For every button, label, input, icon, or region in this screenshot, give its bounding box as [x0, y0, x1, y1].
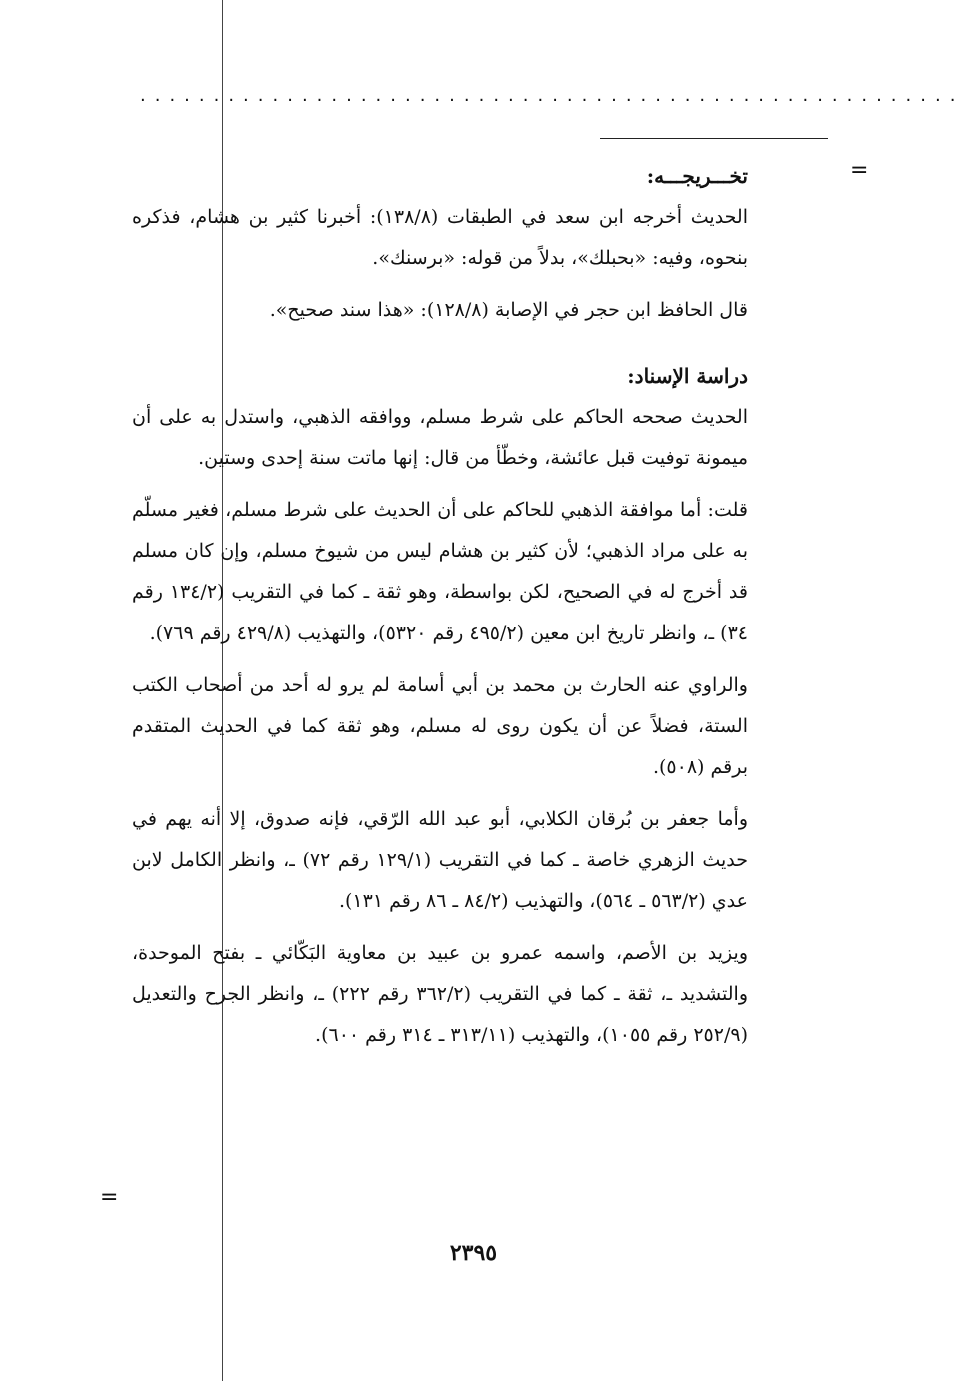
dotted-separator: ........................................................	[140, 85, 964, 106]
dirasa-paragraph-5: ويزيد بن الأصم، واسمه عمرو بن عبيد بن معاوية البَكّائي ـ بفتح الموحدة، والتشديد ـ، ثقة ـ كما في التقريب (٣٦٢/٢ رقم ٢٢٢) ـ، وانظر الجرح والتعديل (٢٥٢/٩ رقم ١٠٥٥)، والتهذيب (٣١٣/١١ ـ ٣١٤ رقم ٦٠٠).	[132, 942, 749, 1046]
margin-mark-bottom: =	[100, 1185, 119, 1210]
section-gap	[132, 342, 748, 356]
dirasa-paragraph-3: والراوي عنه الحارث بن محمد بن أبي أسامة لم يرو له أحد من أصحاب الكتب الستة، فضلاً عن أن يكون روى له مسلم، وهو ثقة كما في الحديث المتقدم برقم (٥٠٨).	[132, 674, 749, 778]
dirasa-heading: دراسة الإسناد:	[627, 364, 748, 388]
page-number: ٢٣٩٥	[449, 1240, 498, 1266]
takhrij-heading: تخـــريجـــه:	[646, 164, 748, 188]
footnote-rule	[600, 138, 828, 139]
takhrij-paragraph-1: الحديث أخرجه ابن سعد في الطبقات (١٣٨/٨): أخبرنا كثير بن هشام، فذكره بنحوه، وفيه: «بحبلك»، بدلاً من قوله: «برسنك».	[132, 206, 748, 269]
main-text	[132, 156, 748, 1067]
dirasa-paragraph-4: وأما جعفر بن بُرقان الكلابي، أبو عبد الله الرّقي، فإنه صدوق، إلا أنه يهم في حديث الزهري خاصة ـ كما في التقريب (١٢٩/١ رقم ٧٢) ـ، وانظر الكامل لابن عدي (٥٦٣/٢ ـ ٥٦٤)، والتهذيب (٨٤/٢ ـ ٨٦ رقم ١٣١).	[132, 808, 748, 912]
dirasa-paragraph-2: قلت: أما موافقة الذهبي للحاكم على أن الحديث على شرط مسلم، فغير مسلّم به على مراد الذهبي؛ لأن كثير بن هشام ليس من شيوخ مسلم، وإن كان مسلم قد أخرج له في الصحيح، لكن بواسطة، وهو ثقة ـ كما في التقريب (١٣٤/٢ رقم ٣٤) ـ، وانظر تاريخ ابن معين (٤٩٥/٢ رقم ٥٣٢٠)، والتهذيب (٤٢٩/٨ رقم ٧٦٩).	[132, 499, 748, 644]
takhrij-paragraph-2: قال الحافظ ابن حجر في الإصابة (١٢٨/٨): «هذا سند صحيح».	[269, 299, 748, 321]
dirasa-paragraph-1: الحديث صححه الحاكم على شرط مسلم، ووافقه الذهبي، واستدل به على أن ميمونة توفيت قبل عائشة، وخطّأ من قال: إنها ماتت سنة إحدى وستين.	[132, 406, 748, 469]
margin-mark-top: =	[850, 158, 869, 183]
